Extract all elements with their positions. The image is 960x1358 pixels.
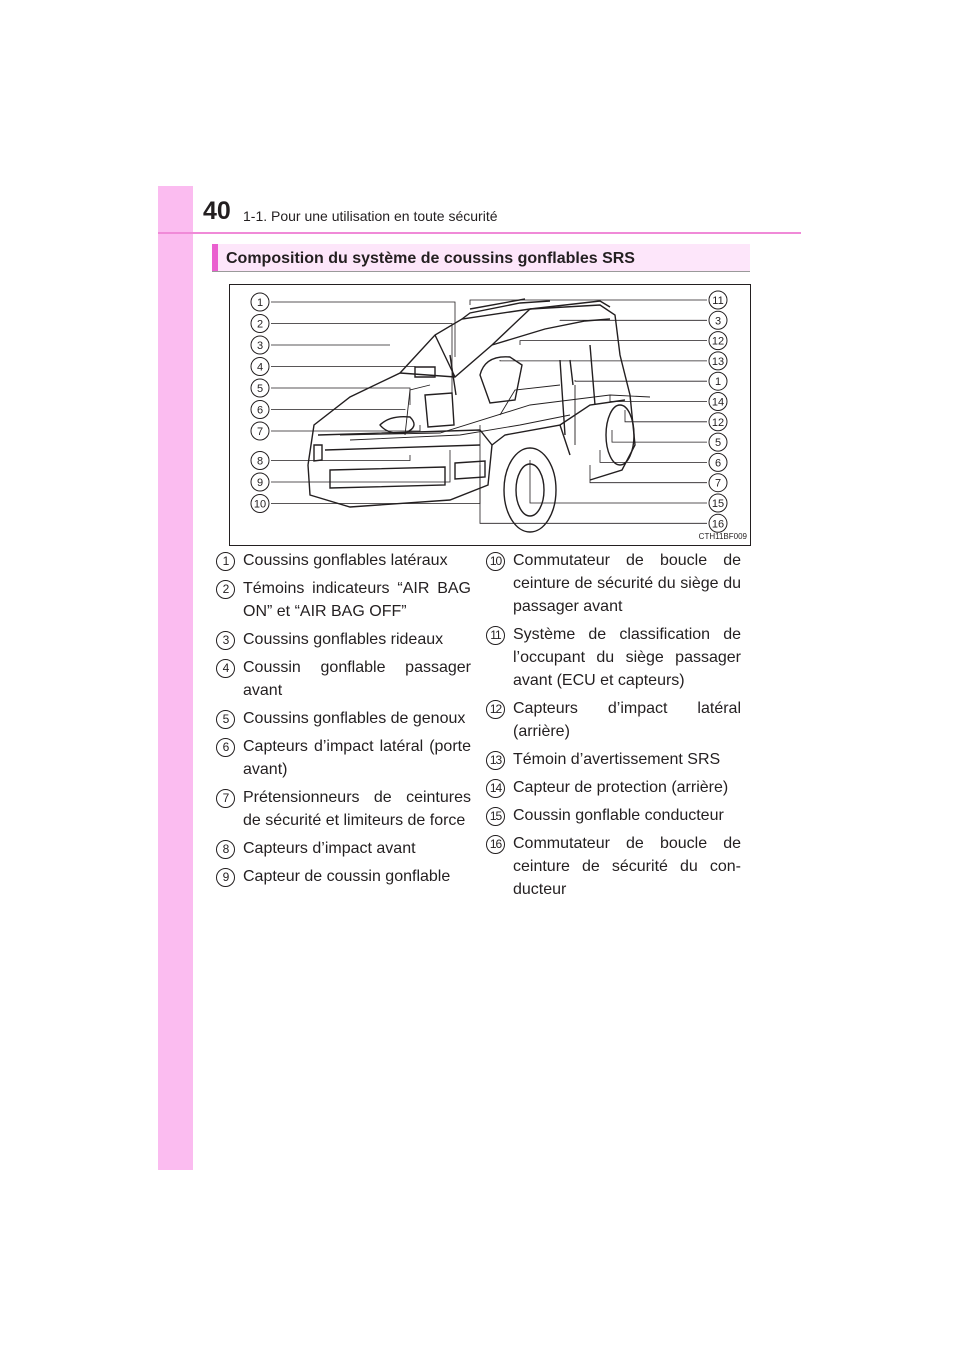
callout-label: 12 bbox=[711, 335, 725, 348]
leader-line bbox=[600, 450, 707, 462]
leader-line bbox=[500, 360, 707, 361]
leader-line bbox=[271, 324, 452, 396]
legend-text: Coussin gonflable passager avant bbox=[243, 659, 471, 699]
legend-text: Capteur de protection (arrière) bbox=[513, 779, 729, 796]
airbag-system-figure bbox=[229, 284, 751, 546]
legend-text: Commutateur de boucle de ceinture de sécurité du con-ducteur bbox=[513, 835, 741, 898]
callout-label: 15 bbox=[711, 498, 725, 510]
callout-label: 14 bbox=[711, 396, 725, 409]
callout-label: 16 bbox=[711, 518, 725, 531]
legend-text: Coussins gonflables de genoux bbox=[243, 710, 466, 727]
legend-item bbox=[486, 776, 741, 799]
callout-label: 3 bbox=[714, 315, 722, 328]
callout-label: 13 bbox=[711, 355, 725, 368]
header-rule bbox=[158, 232, 801, 234]
vehicle-outline bbox=[308, 299, 635, 532]
legend-text: Capteurs d’impact avant bbox=[243, 840, 416, 857]
legend-item bbox=[216, 735, 471, 781]
callout-label: 6 bbox=[256, 404, 264, 417]
legend-text: Capteur de coussin gonflable bbox=[243, 868, 451, 885]
callout-number: 10 bbox=[486, 552, 505, 571]
title-bar bbox=[212, 244, 750, 272]
leader-line bbox=[612, 430, 707, 442]
callout-number: 12 bbox=[486, 700, 505, 719]
legend-text: Système de classification de l’occupant du siège passager avant (ECU et capteurs) bbox=[513, 626, 741, 689]
vehicle-diagram bbox=[230, 285, 750, 545]
leader-line bbox=[271, 450, 450, 482]
leader-line bbox=[575, 380, 707, 381]
legend-right-column bbox=[486, 549, 741, 906]
legend-left-column bbox=[216, 549, 471, 893]
callout-number: 14 bbox=[486, 779, 505, 798]
page-number: 40 bbox=[203, 197, 231, 225]
legend-item bbox=[216, 837, 471, 860]
legend-item bbox=[486, 549, 741, 618]
leader-line bbox=[625, 410, 707, 422]
callout-number: 7 bbox=[216, 789, 235, 808]
callout-number: 9 bbox=[216, 868, 235, 887]
callout-label: 9 bbox=[256, 477, 264, 489]
callout-number: 11 bbox=[486, 626, 505, 645]
leader-line bbox=[271, 388, 410, 405]
page-title: Composition du système de coussins gonflables SRS bbox=[226, 250, 635, 267]
legend-item bbox=[486, 697, 741, 743]
title-accent bbox=[212, 244, 218, 272]
callout-number: 15 bbox=[486, 807, 505, 826]
legend-text: Coussins gonflables latéraux bbox=[243, 552, 448, 569]
leader-line bbox=[271, 302, 455, 357]
callout-number: 3 bbox=[216, 631, 235, 650]
legend-item bbox=[486, 623, 741, 692]
leader-line bbox=[271, 425, 480, 504]
legend-item bbox=[216, 656, 471, 702]
leader-line bbox=[271, 367, 415, 374]
callout-number: 1 bbox=[216, 552, 235, 571]
callout-label: 7 bbox=[714, 477, 722, 490]
callout-label: 4 bbox=[256, 361, 264, 374]
legend-text: Témoin d’avertissement SRS bbox=[513, 751, 721, 768]
legend-text: Témoins indicateurs “AIR BAG ON” et “AIR BAG OFF” bbox=[243, 580, 471, 620]
leader-line bbox=[520, 341, 707, 345]
legend-text: Prétensionneurs de ceintures de sécurité et limiteurs de force bbox=[243, 789, 471, 829]
callout-label: 5 bbox=[256, 383, 264, 395]
callout-label: 11 bbox=[712, 295, 724, 307]
callout-label: 2 bbox=[256, 318, 264, 331]
callout-number: 8 bbox=[216, 840, 235, 859]
callout-label: 7 bbox=[256, 426, 264, 438]
legend-item bbox=[216, 707, 471, 730]
legend-item bbox=[216, 628, 471, 651]
legend-item bbox=[216, 865, 471, 888]
wiring-harness bbox=[340, 385, 650, 445]
callout-label: 12 bbox=[711, 416, 725, 429]
callout-label: 5 bbox=[714, 437, 722, 450]
callout-number: 4 bbox=[216, 659, 235, 678]
callout-leaders bbox=[271, 300, 707, 523]
callout-number: 5 bbox=[216, 710, 235, 729]
legend-text: Capteurs d’impact latéral (arrière) bbox=[513, 700, 741, 740]
figure-code: CTH11BF009 bbox=[698, 532, 747, 541]
leader-line bbox=[271, 425, 420, 431]
section-title: 1-1. Pour une utilisation en toute sécurité bbox=[243, 208, 498, 224]
legend-item bbox=[216, 577, 471, 623]
leader-line bbox=[271, 410, 405, 411]
callout-number: 16 bbox=[486, 835, 505, 854]
callout-number: 13 bbox=[486, 751, 505, 770]
legend-item bbox=[216, 549, 471, 572]
legend-item bbox=[486, 804, 741, 827]
callout-label: 6 bbox=[714, 457, 722, 470]
title-underline bbox=[212, 271, 750, 272]
leader-line bbox=[480, 465, 707, 523]
leader-line bbox=[530, 460, 707, 503]
callout-label: 1 bbox=[714, 376, 722, 389]
callout-markers bbox=[251, 291, 727, 532]
legend-text: Coussins gonflables rideaux bbox=[243, 631, 444, 648]
callout-label: 8 bbox=[256, 455, 264, 468]
callout-number: 6 bbox=[216, 738, 235, 757]
legend-item bbox=[486, 832, 741, 901]
legend-text: Commutateur de boucle de ceinture de sécurité du siège du passager avant bbox=[513, 552, 741, 615]
callout-label: 10 bbox=[253, 498, 267, 511]
callout-label: 1 bbox=[256, 297, 264, 309]
chapter-tab bbox=[158, 186, 193, 1170]
legend-item bbox=[486, 748, 741, 771]
leader-line bbox=[271, 455, 410, 461]
legend-text: Capteurs d’impact latéral (porte avant) bbox=[243, 738, 471, 778]
callout-label: 3 bbox=[256, 340, 264, 352]
legend-text: Coussin gonflable conducteur bbox=[513, 807, 724, 824]
callout-number: 2 bbox=[216, 580, 235, 599]
legend-item bbox=[216, 786, 471, 832]
